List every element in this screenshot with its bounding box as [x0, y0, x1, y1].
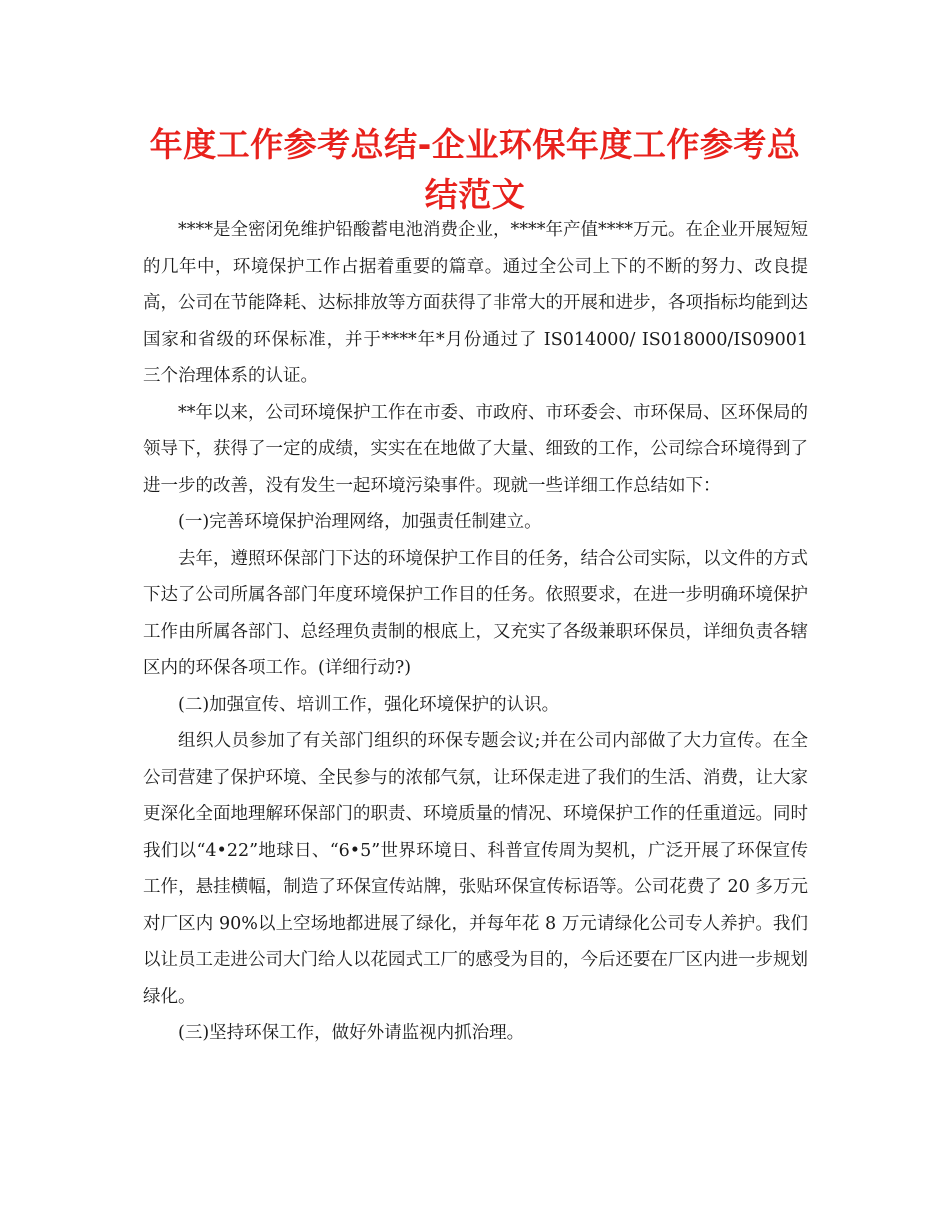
document-body — [143, 212, 808, 1052]
paragraph-section-1: 去年，遵照环保部门下达的环境保护工作目的任务，结合公司实际，以文件的方式下达了公司所属各部门年度环境保护工作目的任务。依照要求，在进一步明确环境保护工作由所属各部门、总经理负责制的根底上，又充实了各级兼职环保员，详细负责各辖区内的环保各项工作。(详细行动?) — [143, 548, 808, 678]
section-heading-2: (二)加强宣传、培训工作，强化环境保护的认识。 — [178, 694, 560, 715]
section-heading-1: (一)完善环境保护治理网络，加强责任制建立。 — [178, 512, 542, 532]
paragraph-achievements: **年以来，公司环境保护工作在市委、市政府、市环委会、市环保局、区环保局的领导下，获得了一定的成绩，实实在在地做了大量、细致的工作，公司综合环境得到了进一步的改善，没有发生一起环境污染事件。现就一些详细工作总结如下： — [143, 402, 808, 496]
paragraph-section-2: 组织人员参加了有关部门组织的环保专题会议;并在公司内部做了大力宣传。在全公司营建了保护环境、全民参与的浓郁气氛，让环保走进了我们的生活、消费，让大家更深化全面地理解环保部门的职责、环境质量的情况、环境保护工作的任重道远。同时我们以“4•22”地球日、“6•5”世界环境日、科普宣传周为契机，广泛开展了环保宣传工作，悬挂横幅，制造了环保宣传站牌，张贴环保宣传标语等。公司花费了 20 多万元对厂区内 90%以上空场地都进展了绿化，并每年花 8 万元请绿化公司专人养护。我们以让员工走进公司大门给人以花园式工厂的感受为目的，今后还要在厂区内进一步规划绿化。 — [143, 731, 808, 1007]
document-title: 年度工作参考总结-企业环保年度工作参考总结范文 — [149, 125, 801, 214]
section-heading-3: (三)坚持环保工作，做好外请监视内抓治理。 — [178, 1023, 525, 1043]
paragraph-intro: ****是全密闭免维护铅酸蓄电池消费企业，****年产值****万元。在企业开展短短的几年中，环境保护工作占据着重要的篇章。通过全公司上下的不断的努力、改良提高，公司在节能降耗、达标排放等方面获得了非常大的开展和进步，各项指标均能到达国家和省级的环保标准，并于****年*月份通过了 IS014000/ IS018000/IS09001 三个治理体系的认证。 — [143, 220, 808, 386]
